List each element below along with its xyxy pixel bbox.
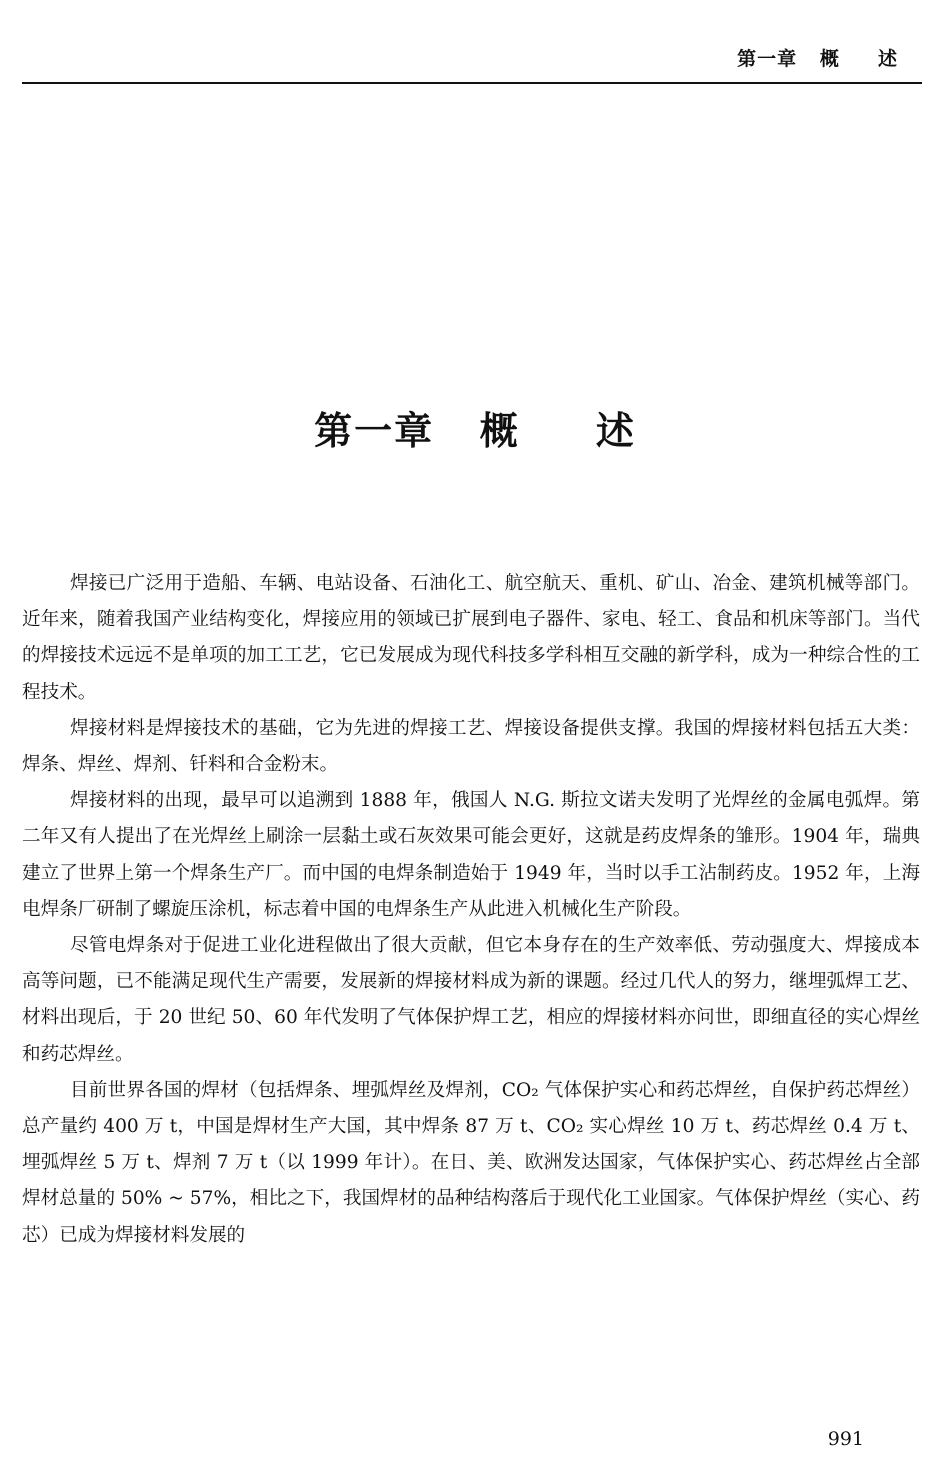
running-header-title: 第一章 概 述 (737, 48, 898, 70)
chapter-title: 第一章 概 述 (314, 409, 636, 453)
paragraph: 焊接材料是焊接技术的基础，它为先进的焊接工艺、焊接设备提供支撑。我国的焊接材料包括五大类：焊条、焊丝、焊剂、钎料和合金粉末。 (22, 717, 920, 776)
page-number: 991 (827, 1428, 864, 1450)
paragraph: 焊接已广泛用于造船、车辆、电站设备、石油化工、航空航天、重机、矿山、冶金、建筑机械等部门。近年来，随着我国产业结构变化，焊接应用的领域已扩展到电子器件、家电、轻工、食品和机床等部门。当代的焊接技术远远不是单项的加工工艺，它已发展成为现代科技多学科相互交融的新学科，成为一种综合性的工程技术。 (22, 573, 920, 703)
running-header (22, 44, 922, 84)
paragraph: 尽管电焊条对于促进工业化进程做出了很大贡献，但它本身存在的生产效率低、劳动强度大、焊接成本高等问题，已不能满足现代生产需要，发展新的焊接材料成为新的课题。经过几代人的努力，继埋弧焊工艺、材料出现后，于 20 世纪 50、60 年代发明了气体保护焊工艺，相应的焊接材料亦问世，即细直径的实心焊丝和药芯焊丝。 (22, 935, 920, 1065)
body-text (22, 566, 920, 1254)
paragraph: 焊接材料的出现，最早可以追溯到 1888 年，俄国人 N.G. 斯拉文诺夫发明了光焊丝的金属电弧焊。第二年又有人提出了在光焊丝上刷涂一层黏土或石灰效果可能会更好，这就是药皮焊条的雏形。1904 年，瑞典建立了世界上第一个焊条生产厂。而中国的电焊条制造始于 1949 年，当时以手工沾制药皮。1952 年，上海电焊条厂研制了螺旋压涂机，标志着中国的电焊条生产从此进入机械化生产阶段。 (22, 790, 920, 920)
paragraph: 目前世界各国的焊材（包括焊条、埋弧焊丝及焊剂，CO₂ 气体保护实心和药芯焊丝，自保护药芯焊丝）总产量约 400 万 t，中国是焊材生产大国，其中焊条 87 万 t、CO₂ 实心焊丝 10 万 t、药芯焊丝 0.4 万 t、埋弧焊丝 5 万 t、焊剂 7 万 t（以 1999 年计）。在日、美、欧洲发达国家，气体保护实心、药芯焊丝占全部焊材总量的 50% ~ 57%，相比之下，我国焊材的品种结构落后于现代化工业国家。气体保护焊丝（实心、药芯）已成为焊接材料发展的 (22, 1079, 920, 1246)
